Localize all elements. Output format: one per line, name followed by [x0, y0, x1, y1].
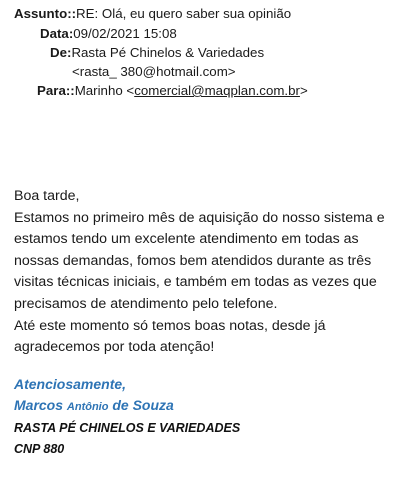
date-value: 09/02/2021 15:08	[73, 26, 177, 41]
body-line: visitas técnicas iniciais, e também em todas as vezes que	[14, 274, 377, 291]
body-line: precisamos de atendimento pelo telefone.	[14, 295, 278, 312]
signature-name-middle: Antônio	[66, 401, 109, 413]
subject-value: RE: Olá, eu quero saber sua opinião	[76, 6, 292, 21]
to-suffix: >	[299, 83, 308, 98]
to-email-link[interactable]: comercial@maqplan.com.br	[134, 83, 300, 98]
message-body	[14, 186, 410, 359]
date-row	[40, 24, 177, 44]
body-line: agradecemos por toda atenção!	[14, 339, 215, 356]
signature-code: CNP 880	[14, 442, 65, 456]
subject-label: Assunto::	[14, 6, 77, 21]
from-email-row	[72, 62, 236, 82]
signature-name-first: Marcos	[14, 397, 67, 413]
greeting-line: Boa tarde,	[14, 188, 80, 204]
signature-block	[14, 374, 410, 460]
to-name: Marinho <	[74, 83, 135, 98]
from-email[interactable]: <rasta_ 380@hotmail.com>	[72, 64, 236, 79]
signature-closing: Atenciosamente,	[14, 376, 127, 392]
body-line: Estamos no primeiro mês de aquisição do nosso sistema e	[14, 209, 385, 226]
body-line: nossas demandas, fomos bem atendidos durante as três	[14, 252, 372, 269]
subject-row	[14, 4, 291, 24]
body-line: Até este momento só temos boas notas, desde já	[14, 317, 326, 334]
signature-company: RASTA PÉ CHINELOS E VARIEDADES	[14, 421, 241, 435]
to-row	[37, 81, 308, 101]
body-line: estamos tendo um excelente atendimento em todas as	[14, 231, 359, 248]
date-label: Data:	[40, 26, 74, 41]
signature-name-last: de Souza	[108, 397, 174, 413]
signature-name	[14, 395, 410, 418]
from-row	[50, 43, 264, 63]
to-label: Para::	[37, 83, 75, 98]
from-name: Rasta Pé Chinelos & Variedades	[71, 45, 265, 60]
from-label: De:	[50, 45, 72, 60]
